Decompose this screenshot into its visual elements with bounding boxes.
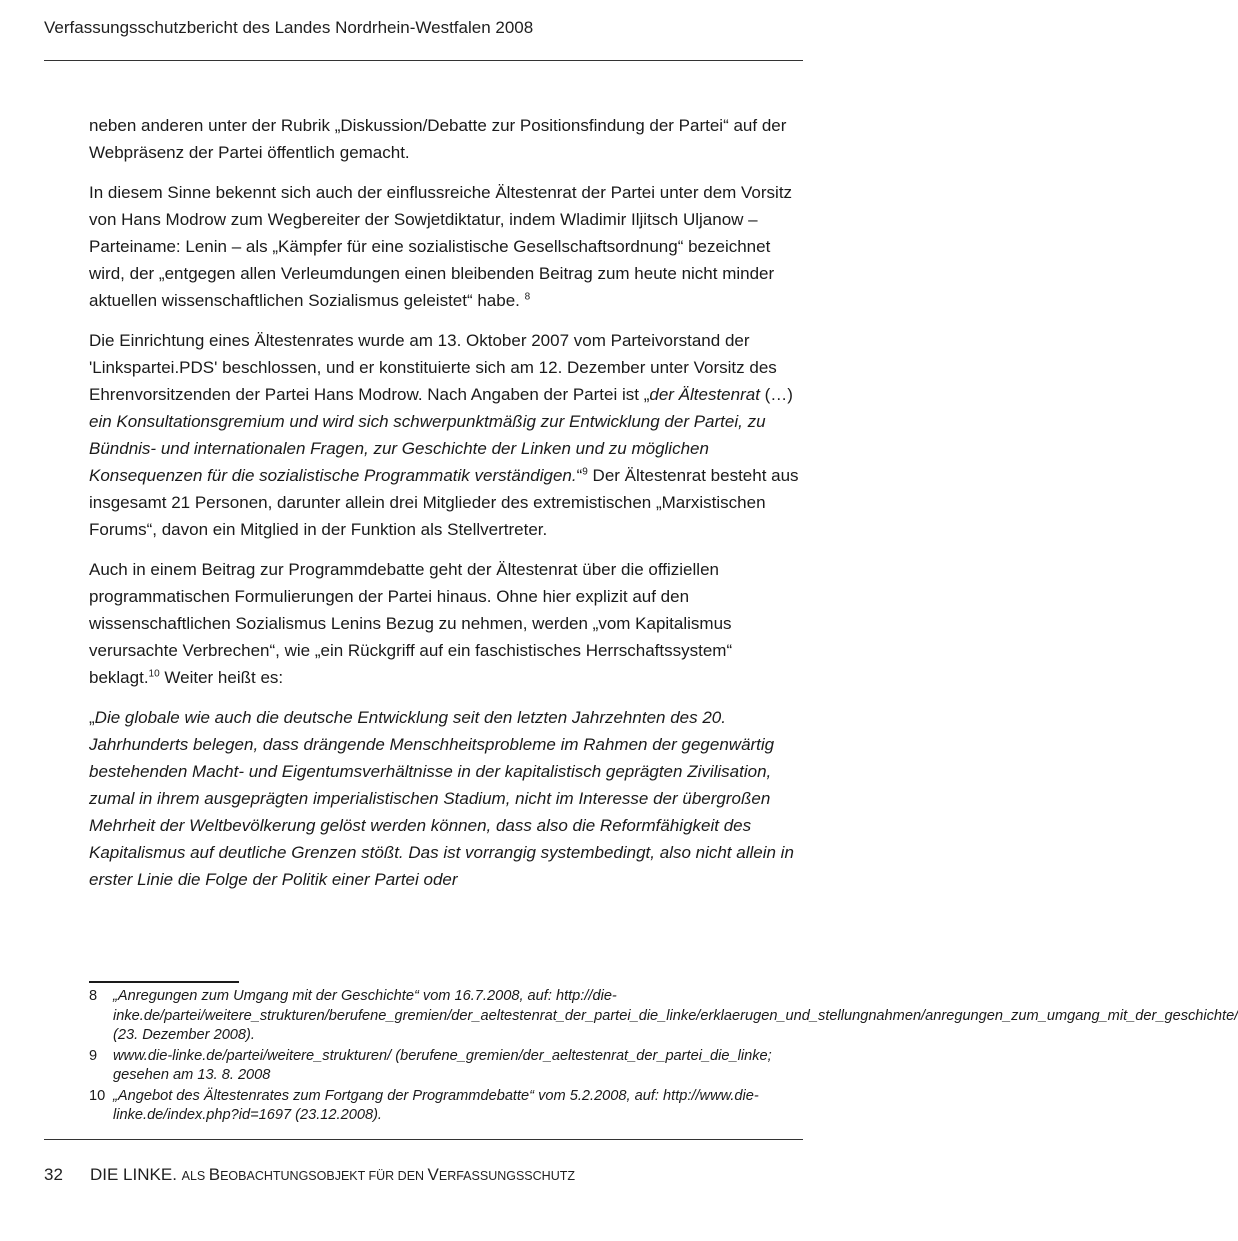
footnote-open-quote: „ [113,1087,118,1104]
paragraph-4 [89,556,805,691]
footer-title [90,1165,575,1185]
paragraph-3-close-quote: “ [576,466,583,485]
footnote-title: Angebot des Ältestenrates zum Fortgang der Programmdebatte [117,1087,530,1104]
footnote-ref-9[interactable]: 9 [582,466,588,478]
page-footer [44,1165,575,1185]
paragraph-4-text-b: Weiter heißt es: [159,668,284,687]
footnote-ref-8[interactable]: 8 [524,291,531,303]
footnote-title: Anregungen zum Umgang mit der Geschichte [117,988,414,1004]
footer-title-part: DIE LINKE. [90,1165,182,1184]
block-quote-text: Die globale wie auch die deutsche Entwicklung seit den letzten Jahrzehnten des 20. Jahrhunderts belegen, dass drängende Menschheitsprobleme im Rahmen der gegenwärtig bestehenden Macht- und Eigentumsverhältnisse in der kapitalistisch geprägten Zivilisation, zumal in ihrem ausgeprägten imperialistischen Stadium, nicht im Interesse der übergroßen Mehrheit der Weltbevölkerung gelöst werden können, dass also die Reformfähigkeit des Kapitalismus auf deutliche Grenzen stößt. Das ist vorrangig systembedingt, also nicht allein in erster Linie die Folge der Politik einer Partei oder [89,708,794,889]
footer-title-part: V [427,1165,439,1184]
footer-title-part: ERFASSUNGSSCHUTZ [438,1169,576,1183]
paragraph-2 [89,179,805,314]
footnote-open-quote: „ [113,988,118,1004]
footnote-9 [89,1047,805,1086]
paragraph-3-text-b: Der Ältestenrat besteht aus insgesamt 21 Personen, darunter allein drei Mitglieder des extremistischen „Marxistischen Forums“, davon ein Mitglied in der Funktion als Stellvertreter. [89,466,799,539]
footnote-text: www.die-linke.de/partei/weitere_strukturen/ (berufene_gremien/der_aeltestenrat_der_partei_die_linke; gesehen am 13. 8. 2008 [113,1047,772,1083]
footnote-number: 9 [89,1047,98,1064]
footnote-text [113,987,1238,1046]
paragraph-1-text: neben anderen unter der Rubrik „Diskussion/Debatte zur Positionsfindung der Partei“ auf der Webpräsenz der Partei öffentlich gemacht. [89,116,787,162]
footnote-text [113,1087,805,1126]
paragraph-3-text-a: Die Einrichtung eines Ältestenrates wurde am 13. Oktober 2007 vom Parteivorstand der 'Linkspartei.PDS' beschlossen, und er konstituierte sich am 12. Dezember unter Vorsitz des Ehrenvorsitzenden der Partei Hans Modrow. Nach Angaben der Partei ist „ [89,331,777,404]
footnote-source: vom 16.7.2008, auf: http://die-inke.de/partei/weitere_strukturen/berufene_gremien/der_aeltestenrat_der_partei_die_linke/erklaerugen_und_stellungnahmen/anregungen_zum_umgang_mit_der_geschichte/ (23. Dezember 2008). [113,988,1238,1043]
footnotes [89,987,1238,1127]
header-rule [44,60,803,61]
block-quote-open-mark: „ [89,708,95,727]
paragraph-2-text: In diesem Sinne bekennt sich auch der einflussreiche Ältestenrat der Partei unter dem Vorsitz von Hans Modrow zum Wegbereiter der Sowjetdiktatur, indem Wladimir Iljitsch Uljanow – Parteiname: Lenin – als „Kämpfer für eine sozialistische Gesellschaftsordnung“ bezeichnet wird, der „entgegen allen Verleumdungen einen bleibenden Beitrag zum heute nicht minder aktuellen wissenschaftlichen Sozialismus geleistet“ habe. [89,183,793,310]
paragraph-3-ellipsis: (…) [759,385,793,404]
footer-title-part: EOBACHTUNGSOBJEKT FÜR DEN [220,1169,428,1183]
footer-title-part: ALS [181,1169,209,1183]
paragraph-3-quote-1: der Ältestenrat [649,385,760,404]
footnote-close-quote: “ [529,1087,535,1104]
footnote-number: 10 [89,1087,106,1104]
footnote-ref-10[interactable]: 10 [148,668,160,680]
paragraph-4-text-a: Auch in einem Beitrag zur Programmdebatte geht der Ältestenrat über die offiziellen programmatischen Formulierungen der Partei hinaus. Ohne hier explizit auf den wissenschaftlichen Sozialismus Lenins Bezug zu nehmen, werden „vom Kapitalismus verursachte Verbrechen“, wie „ein Rückgriff auf ein faschistisches Herrschaftssystem“ beklagt. [89,560,733,687]
paragraph-3 [89,327,805,543]
paragraph-3-quote-2: ein Konsultationsgremium und wird sich schwerpunktmäßig zur Entwicklung der Partei, zu Bündnis- und internationalen Fragen, zur Geschichte der Linken und zu möglichen Konsequenzen für die sozialistische Programmatik verständigen. [89,412,766,485]
block-quote [89,704,805,893]
paragraph-1 [89,112,805,166]
footnote-close-quote: “ [413,988,419,1004]
footnote-rule [89,981,239,983]
footnote-10 [89,1087,805,1126]
footnote-number: 8 [89,988,98,1004]
running-head: Verfassungsschutzbericht des Landes Nordrhein-Westfalen 2008 [44,18,534,37]
page-number: 32 [44,1165,63,1184]
footnote-8 [89,987,1238,1046]
footer-rule [44,1139,803,1140]
main-text [89,112,805,906]
footnote-source: vom 5.2.2008, auf: http://www.die-linke.de/index.php?id=1697 (23.12.2008). [113,1087,759,1123]
footer-title-part: B [208,1165,221,1184]
